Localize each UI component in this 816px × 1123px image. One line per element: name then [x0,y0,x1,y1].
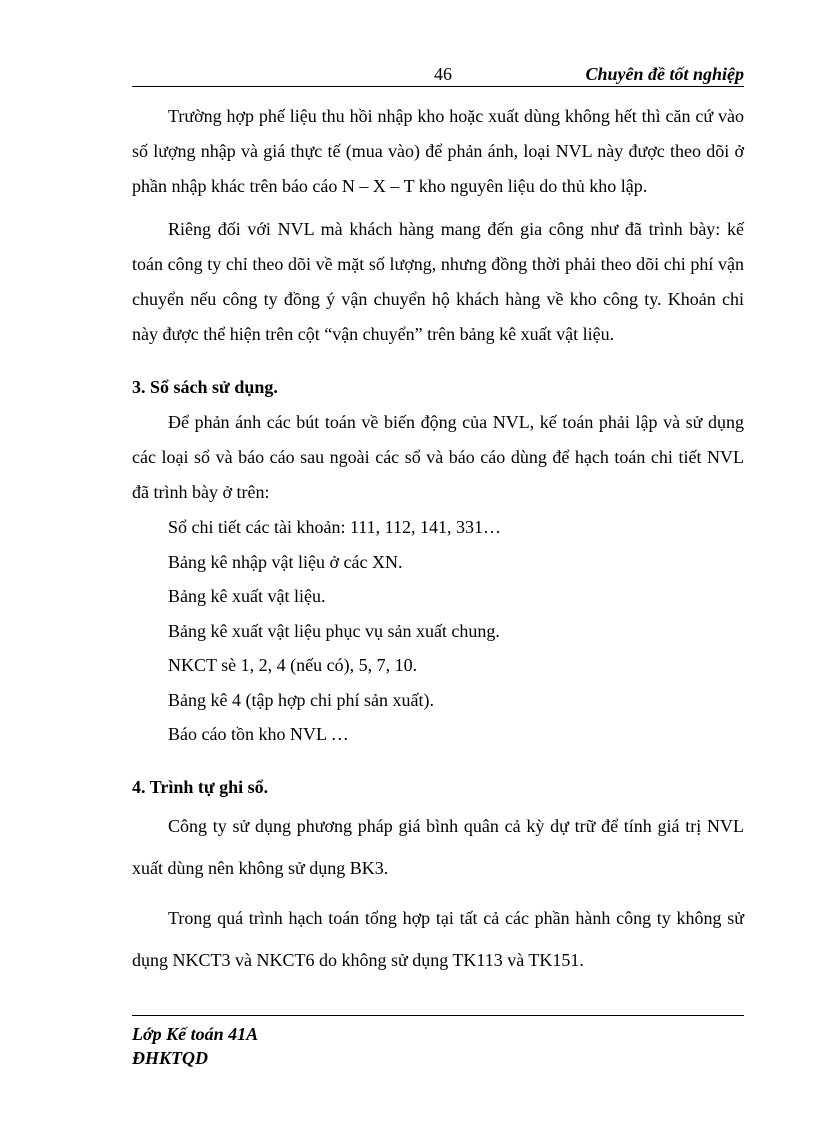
header-divider [132,86,744,87]
footer-class-name: Lớp Kế toán 41A [132,1024,259,1044]
section-heading-3: 3. Sổ sách sử dụng. [132,377,278,397]
list-item: Sổ chi tiết các tài khoản: 111, 112, 141, 331… [168,517,501,537]
spacer [132,889,744,897]
footer-university: ĐHKTQD [132,1048,208,1068]
page-header [132,58,744,88]
paragraph-general-accounting: Trong quá trình hạch toán tổng hợp tại tất cả các phần hành công ty không sử dụng NKCT3 và NKCT6 do không sử dụng TK113 và TK151. [132,907,744,970]
document-body [132,99,744,981]
list-item: Bảng kê 4 (tập hợp chi phí sản xuất). [168,689,434,710]
list-item: Bảng kê xuất vật liệu. [168,586,326,606]
list-item: NKCT sè 1, 2, 4 (nếu có), 5, 7, 10. [168,655,418,675]
paragraph-books-used: Để phản ánh các bút toán về biến động của NVL, kế toán phải lập và sử dụng các loại sổ và báo cáo sau ngoài các sổ và báo cáo dùng để hạch toán chi tiết NVL đã trình bày ở trên: [132,412,744,502]
paragraph-average-price-method: Công ty sử dụng phương pháp giá bình quân cả kỳ dự trữ để tính giá trị NVL xuất dùng nên không sử dụng BK3. [132,815,744,878]
paragraph-scrap-materials: Trường hợp phế liệu thu hồi nhập kho hoặc xuất dùng không hết thì căn cứ vào số lượng nhập và giá thực tế (mua vào) để phản ánh, loại NVL này được theo dõi ở phần nhập khác trên báo cáo N – X – T kho nguyên liệu do thủ kho lập. [132,106,744,196]
page-number: 46 [434,64,452,84]
paragraph-customer-materials: Riêng đối với NVL mà khách hàng mang đến gia công như đã trình bày: kế toán công ty chỉ theo dõi về mặt số lượng, nhưng đồng thời phải theo dõi chi phí vận chuyển nếu công ty đồng ý vận chuyển hộ khách hàng về kho công ty. Khoản chi này được thể hiện trên cột “vận chuyển” trên bảng kê xuất vật liệu. [132,219,744,344]
footer-divider [132,1015,744,1016]
list-item: Bảng kê nhập vật liệu ở các XN. [168,551,403,572]
list-item: Bảng kê xuất vật liệu phục vụ sản xuất chung. [168,620,500,641]
header-title: Chuyên đề tốt nghiệp [585,64,744,84]
spacer [132,752,744,770]
spacer [132,352,744,370]
spacer [132,204,744,212]
list-item: Báo cáo tồn kho NVL … [168,724,349,744]
section-heading-4: 4. Trình tự ghi sổ. [132,776,269,797]
page-footer [132,1022,744,1070]
